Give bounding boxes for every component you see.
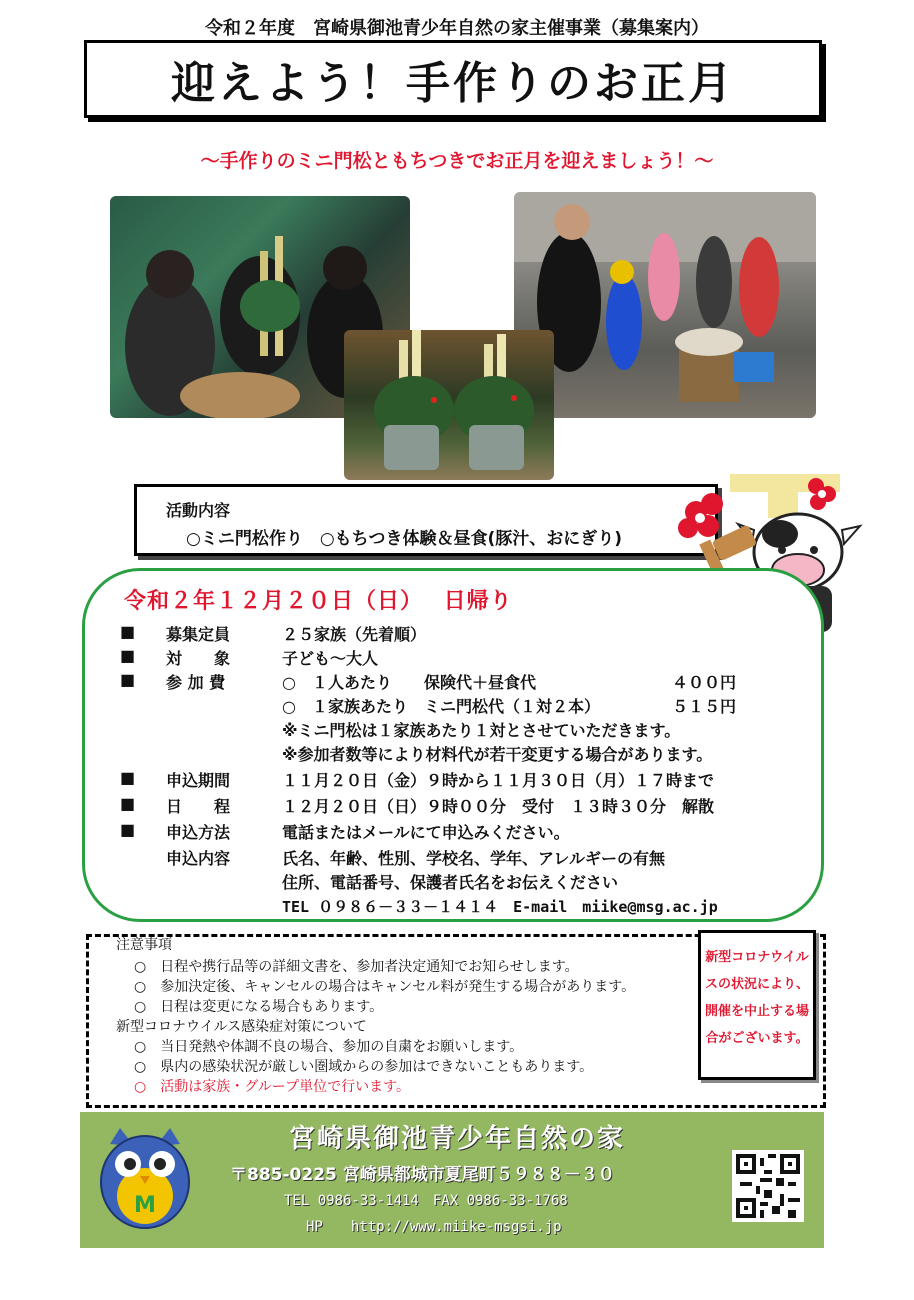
corona-warning-text: 新型コロナウイルスの状況により、開催を中止する場合がございます。 <box>704 950 809 1046</box>
label-schedule: 日 程 <box>166 797 231 816</box>
value-fee-family: ○ １家族あたり ミニ門松代（１対２本） <box>282 697 600 716</box>
notice-item: ○ 日程や携行品等の詳細文書を、参加者決定通知でお知らせします。 <box>134 959 579 975</box>
label-application-period: 申込期間 <box>166 771 231 790</box>
value-application-content-2: 住所、電話番号、保護者氏名をお伝えください <box>282 873 619 892</box>
corona-item: ○ 当日発熱や体調不良の場合、参加の自粛をお願いします。 <box>134 1039 524 1055</box>
note-kadomatsu: ※ミニ門松は１家族あたり１対とさせていただきます。 <box>282 721 681 740</box>
value-fee-person: ○ １人あたり 保険代＋昼食代 <box>282 673 536 692</box>
corona-item: ○ 県内の感染状況が厳しい圏域からの参加はできないこともあります。 <box>134 1059 594 1075</box>
bullet-square: ■ <box>120 820 136 839</box>
value-target: 子ども～大人 <box>282 649 379 668</box>
mochi-mallet <box>712 524 758 561</box>
notice-title: 注意事項 <box>116 937 172 953</box>
footer-homepage-link[interactable]: HP http://www.miike-msgsi.jp <box>306 1219 562 1235</box>
value-application-method: 電話またはメールにて申込みください。 <box>282 823 570 842</box>
photo-kadomatsu <box>344 330 554 480</box>
photo-mochitsuki <box>514 192 816 418</box>
value-application-period: １１月２０日（金）９時から１１月３０日（月）１７時まで <box>282 771 715 790</box>
photo-kadomatsu-drawing <box>344 330 554 480</box>
label-fee: 参 加 費 <box>166 673 226 692</box>
corona-item-red: ○ 活動は家族・グループ単位で行います。 <box>134 1079 410 1095</box>
label-capacity: 募集定員 <box>166 625 231 644</box>
corona-measures-title: 新型コロナウイルス感染症対策について <box>116 1019 367 1035</box>
activity-items: ○ミニ門松作り ○もちつき体験＆昼食(豚汁、おにぎり) <box>186 529 623 549</box>
bullet-square: ■ <box>120 794 136 813</box>
bullet-square: ■ <box>120 646 136 665</box>
qr-code-icon[interactable] <box>732 1150 804 1222</box>
price-person: ４００円 <box>672 673 737 692</box>
title-box <box>84 40 822 118</box>
event-date: 令和２年１２月２０日（日） 日帰り <box>124 589 513 614</box>
mascot-letter: M <box>134 1193 156 1218</box>
footer-phone: TEL 0986-33-1414 FAX 0986-33-1768 <box>284 1193 568 1209</box>
footer-address: 〒885-0225 宮崎県都城市夏尾町５９８８－３０ <box>230 1165 615 1185</box>
value-capacity: ２５家族（先着順） <box>282 625 427 644</box>
bullet-square: ■ <box>120 670 136 689</box>
header-line: 令和２年度 宮崎県御池青少年自然の家主催事業（募集案内） <box>205 18 709 39</box>
bullet-square: ■ <box>120 622 136 641</box>
page-title: 迎えよう！手作りのお正月 <box>171 58 735 109</box>
notice-item: ○ 参加決定後、キャンセルの場合はキャンセル料が発生する場合があります。 <box>134 979 636 995</box>
bullet-square: ■ <box>120 768 136 787</box>
note-material-cost: ※参加者数等により材料代が若干変更する場合があります。 <box>282 745 713 764</box>
label-application-content: 申込内容 <box>166 849 231 868</box>
value-schedule: １２月２０日（日）９時００分 受付 １３時３０分 解散 <box>282 797 715 816</box>
value-application-content: 氏名、年齢、性別、学校名、学年、アレルギーの有無 <box>282 849 665 868</box>
notice-item: ○ 日程は変更になる場合もあります。 <box>134 999 384 1015</box>
label-target: 対 象 <box>166 649 231 668</box>
plum-flower-icon <box>678 493 723 538</box>
subtitle: ～手作りのミニ門松ともちつきでお正月を迎えましょう！～ <box>200 150 714 172</box>
photo-mochitsuki-drawing <box>514 192 816 418</box>
price-family: ５１５円 <box>672 697 737 716</box>
contact-line: TEL ０９８６－３３－１４１４ E-mail miike@msg.ac.jp <box>282 898 718 916</box>
footer-facility-name: 宮崎県御池青少年自然の家 <box>288 1124 625 1154</box>
label-application-method: 申込方法 <box>166 823 231 842</box>
activity-title: 活動内容 <box>166 501 231 520</box>
